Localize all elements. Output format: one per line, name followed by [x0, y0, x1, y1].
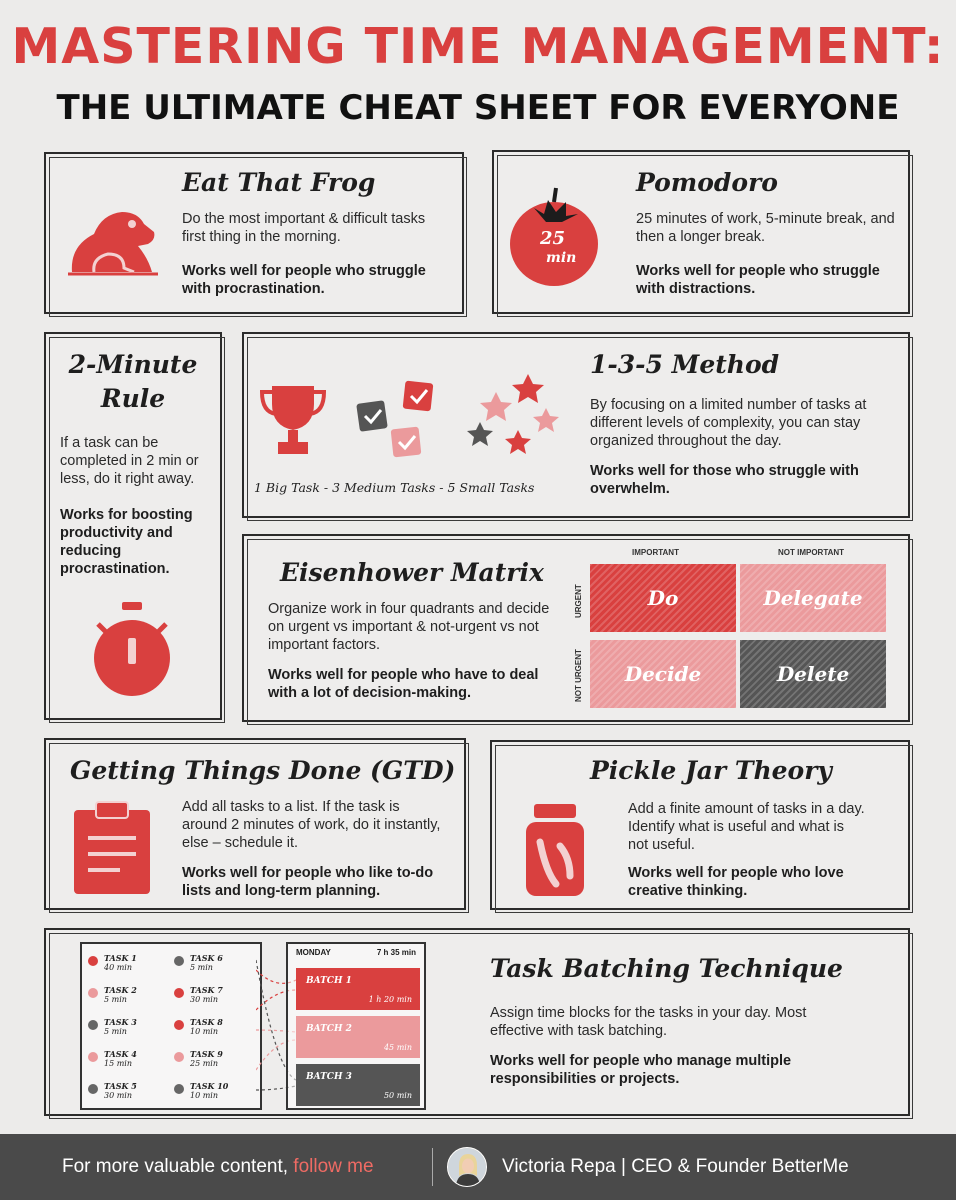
task-time: 40 min	[104, 963, 133, 972]
pomodoro-icon-unit: min	[546, 250, 577, 266]
schedule-total: 7 h 35 min	[376, 948, 416, 957]
batch-1	[296, 968, 420, 1010]
card-eat-that-frog	[44, 152, 464, 314]
task-label: TASK 3	[104, 1017, 137, 1027]
eisenhower-works-well: Works well for people who have to deal with a lot of decision-making.	[268, 667, 539, 701]
follow-me-link[interactable]: follow me	[293, 1156, 374, 1177]
task-label: TASK 5	[104, 1081, 137, 1091]
task-item	[104, 1018, 137, 1036]
footer-cta	[62, 1156, 374, 1178]
task-item	[190, 1082, 228, 1100]
task-label: TASK 1	[104, 953, 137, 963]
task-item	[190, 1050, 223, 1068]
footer	[0, 1134, 956, 1200]
avatar-portrait-icon	[448, 1148, 487, 1187]
quadrant-delegate: Delegate	[740, 564, 886, 632]
card-eisenhower-matrix	[242, 534, 910, 722]
task-dot	[174, 1084, 184, 1094]
task-time: 5 min	[104, 995, 127, 1004]
schedule	[286, 942, 426, 1110]
batching-works-well: Works well for people who manage multiple responsibilities or projects.	[490, 1053, 792, 1087]
frog-icon	[64, 200, 164, 284]
task-label: TASK 2	[104, 985, 137, 995]
task-item	[104, 1082, 137, 1100]
stopwatch-icon	[84, 600, 180, 700]
one-three-five-title: 1-3-5 Method	[590, 350, 780, 379]
pickle-works-well: Works well for people who love creative thinking.	[628, 865, 844, 899]
two-minute-title-line-2: Rule	[100, 384, 166, 413]
batching-description: Assign time blocks for the tasks in your day. Most effective with task batching.	[490, 1005, 807, 1039]
one-three-five-works-well: Works well for those who struggle with overwhelm.	[590, 463, 859, 497]
quadrant-delete: Delete	[740, 640, 886, 708]
task-time: 25 min	[190, 1059, 219, 1068]
quadrant-decide: Decide	[590, 640, 736, 708]
task-time: 30 min	[104, 1091, 133, 1100]
batch-3	[296, 1064, 420, 1106]
quadrant-do: Do	[590, 564, 736, 632]
two-minute-description: If a task can be completed in 2 min or less, do it right away.	[60, 435, 199, 487]
task-dot	[88, 956, 98, 966]
task-item	[104, 1050, 137, 1068]
matrix-row-not-urgent: NOT URGENT	[574, 649, 583, 702]
one-three-five-caption: 1 Big Task - 3 Medium Tasks - 5 Small Tasks	[254, 480, 535, 495]
task-label: TASK 7	[190, 985, 223, 995]
pomodoro-description: 25 minutes of work, 5-minute break, and then a longer break.	[636, 211, 895, 245]
clipboard-icon	[70, 798, 154, 898]
two-minute-works-well: Works for boosting productivity and reducing procrastination.	[60, 507, 193, 577]
batch-3-time: 50 min	[383, 1091, 412, 1100]
matrix-row-urgent: URGENT	[574, 584, 583, 618]
task-label: TASK 8	[190, 1017, 223, 1027]
frog-works-well: Works well for people who struggle with procrastination.	[182, 263, 426, 297]
task-label: TASK 4	[104, 1049, 137, 1059]
footer-author: Victoria Repa | CEO & Founder BetterMe	[502, 1156, 849, 1177]
batch-2-label: BATCH 2	[306, 1024, 352, 1034]
gtd-works-well: Works well for people who like to-do lists and long-term planning.	[182, 865, 434, 899]
star-icon	[462, 370, 562, 462]
task-time: 10 min	[190, 1091, 219, 1100]
pomodoro-icon-number: 25	[540, 228, 566, 249]
task-time: 15 min	[104, 1059, 133, 1068]
task-time: 10 min	[190, 1027, 219, 1036]
card-pickle-jar-theory	[490, 740, 910, 910]
task-dot	[88, 988, 98, 998]
pomodoro-works-well: Works well for people who struggle with distractions.	[636, 263, 880, 297]
task-time: 5 min	[104, 1027, 127, 1036]
batching-title: Task Batching Technique	[490, 954, 843, 983]
batch-1-time: 1 h 20 min	[368, 995, 412, 1004]
task-dot	[174, 956, 184, 966]
task-item	[190, 954, 223, 972]
matrix-header-not-important: NOT IMPORTANT	[778, 548, 845, 557]
task-list	[80, 942, 262, 1110]
trophy-icon	[258, 382, 328, 458]
jar-icon	[522, 800, 588, 900]
task-dot	[88, 1020, 98, 1030]
task-item	[104, 986, 137, 1004]
page-subtitle: THE ULTIMATE CHEAT SHEET FOR EVERYONE	[56, 88, 900, 128]
card-pomodoro	[492, 150, 910, 314]
task-dot	[174, 988, 184, 998]
task-dot	[174, 1020, 184, 1030]
batch-2	[296, 1016, 420, 1058]
pomodoro-title: Pomodoro	[636, 168, 778, 197]
card-one-three-five-method	[242, 332, 910, 518]
schedule-day: MONDAY	[296, 948, 331, 957]
task-dot	[88, 1084, 98, 1094]
matrix-header-important: IMPORTANT	[632, 548, 679, 557]
pickle-description: Add a finite amount of tasks in a day. Identify what is useful and what is not useful.	[628, 801, 865, 853]
task-item	[104, 954, 137, 972]
task-time: 30 min	[190, 995, 219, 1004]
task-dot	[174, 1052, 184, 1062]
gtd-description: Add all tasks to a list. If the task is around 2 minutes of work, do it instantly, else – schedule it.	[182, 799, 441, 851]
pickle-title: Pickle Jar Theory	[590, 756, 832, 785]
card-getting-things-done	[44, 738, 466, 910]
batch-2-time: 45 min	[383, 1043, 412, 1052]
task-label: TASK 10	[190, 1081, 229, 1091]
frog-title: Eat That Frog	[182, 168, 376, 197]
eisenhower-title: Eisenhower Matrix	[280, 558, 544, 587]
page-title: MASTERING TIME MANAGEMENT:	[11, 18, 945, 75]
eisenhower-description: Organize work in four quadrants and decide on urgent vs important & not-urgent vs not important factors.	[268, 601, 550, 653]
batch-1-label: BATCH 1	[306, 976, 352, 986]
batch-3-label: BATCH 3	[306, 1072, 352, 1082]
checkbox-icon	[352, 376, 442, 466]
card-two-minute-rule	[44, 332, 222, 720]
footer-divider	[432, 1148, 433, 1186]
task-item	[190, 1018, 223, 1036]
task-dot	[88, 1052, 98, 1062]
footer-cta-prefix: For more valuable content,	[62, 1156, 294, 1177]
two-minute-title-line-1: 2-Minute	[68, 350, 198, 379]
frog-description: Do the most important & difficult tasks first thing in the morning.	[182, 211, 426, 245]
task-label: TASK 9	[190, 1049, 223, 1059]
avatar	[447, 1147, 487, 1187]
card-task-batching	[44, 928, 910, 1116]
task-label: TASK 6	[190, 953, 223, 963]
task-time: 5 min	[190, 963, 213, 972]
one-three-five-description: By focusing on a limited number of tasks at different levels of complexity, you can stay organized throughout the day.	[590, 397, 867, 449]
gtd-title: Getting Things Done (GTD)	[70, 756, 456, 785]
task-item	[190, 986, 223, 1004]
